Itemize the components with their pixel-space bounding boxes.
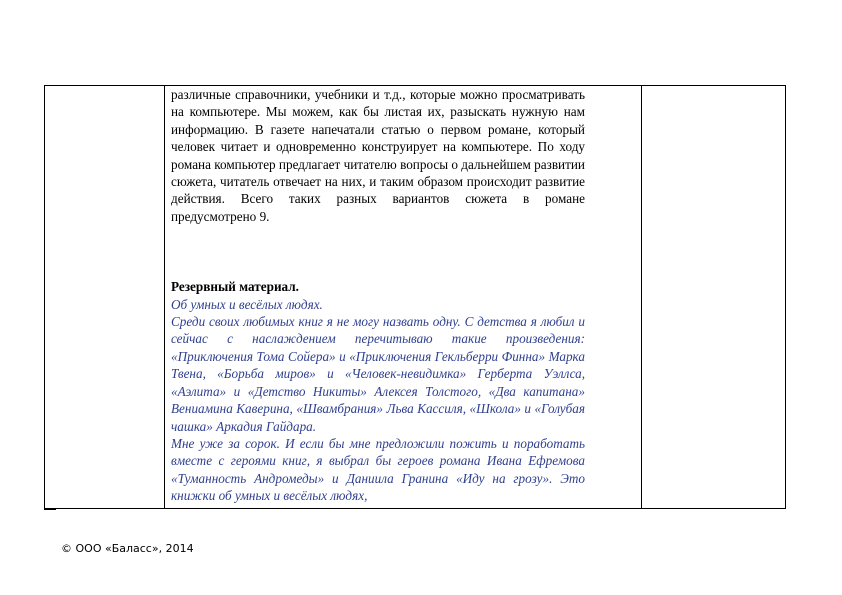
spacer: [171, 225, 585, 278]
reserve-paragraph-1: Среди своих любимых книг я не могу назвать одну. С детства я любил и сейчас с наслаждением перечитываю такие произведения: «Приключения Тома Сойера» и «Приключения Гекльберри Финна» Марка Твена, «Борьба миров» и «Человек-невидимка» Герберта Уэллса, «Аэлита» и «Детство Никиты» Алексея Толстого, «Два капитана» Вениамина Каверина, «Швамбрания» Льва Кассиля, «Школа» и «Голубая чашка» Аркадия Гайдара.: [171, 314, 585, 434]
document-table: [44, 85, 786, 509]
table-left-column: [45, 86, 165, 508]
body-paragraph: различные справочники, учебники и т.д., которые можно просматривать на компьютере. Мы можем, как бы листая их, разыскать нужную нам информацию. В газете напечатали статью о первом романе, который человек читает и одновременно конструирует на компьютере. По ходу романа компьютер предлагает читателю вопросы о дальнейшем развитии сюжета, читатель отвечает на них, и таким образом происходит развитие действия. Всего таких разных вариантов сюжета в романе предусмотрено 9.: [171, 87, 585, 224]
reserve-heading: Резервный материал.: [171, 279, 299, 295]
table-middle-column: [165, 86, 642, 508]
reserve-paragraph-2: Мне уже за сорок. И если бы мне предложили пожить и поработать вместе с героями книг, я выбрал бы героев романа Ивана Ефремова «Туманность Андромеды» и Даниила Гранина «Иду на грозу». Это книжки об умных и весёлых людях,: [171, 435, 585, 504]
reserve-title: Об умных и весёлых людях.: [171, 296, 323, 312]
table-cell-content: [171, 86, 585, 505]
table-bottom-mark: [44, 508, 56, 510]
footer-copyright: © ООО «Баласс», 2014: [61, 542, 194, 555]
